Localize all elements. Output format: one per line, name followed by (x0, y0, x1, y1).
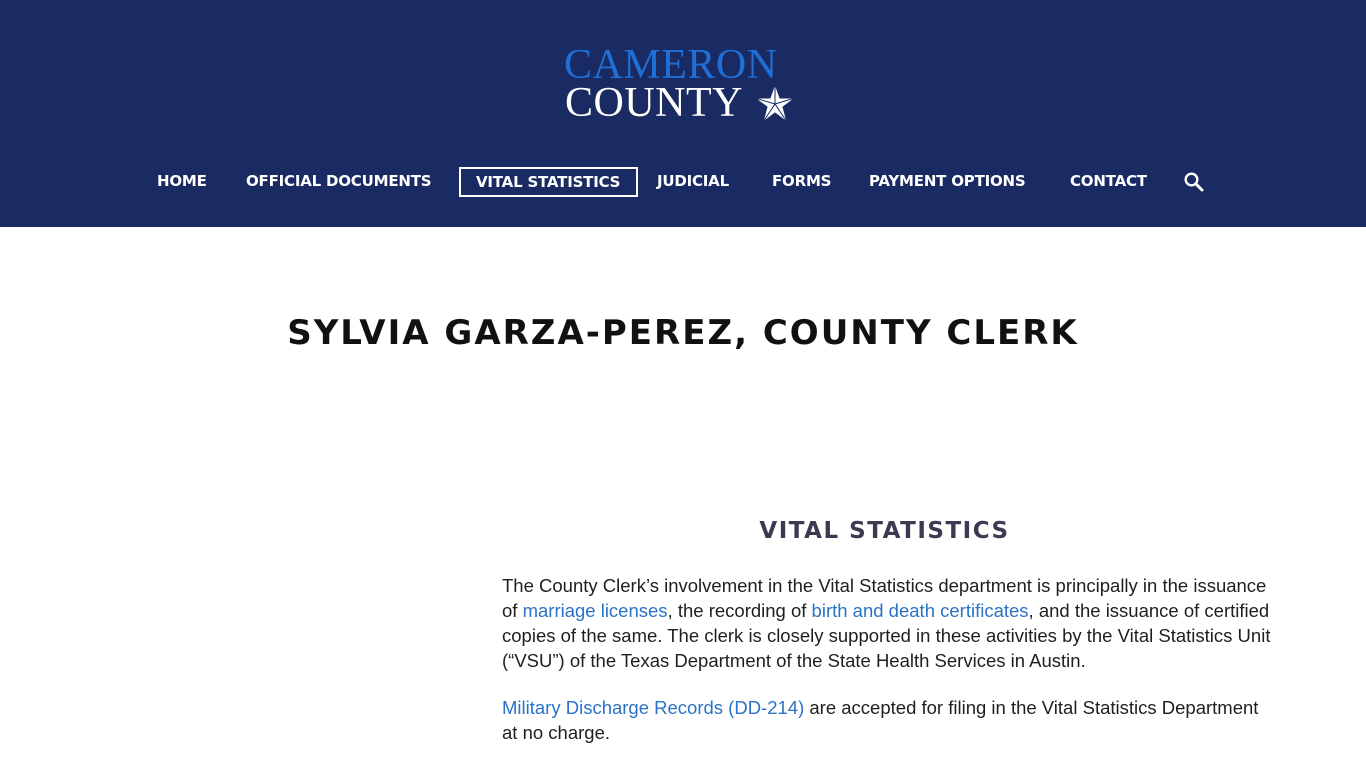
military-discharge-records-link[interactable]: Military Discharge Records (DD-214) (502, 697, 805, 718)
search-icon[interactable] (1183, 171, 1205, 193)
page-title: SYLVIA GARZA-PEREZ, COUNTY CLERK (287, 313, 1079, 353)
para1-text-3: , and the issuance of certified copies of the same. The clerk is closely supported in these activities by the Vital Statistics Unit (“VSU”) of the Texas Department of the State Health Services in Austin. (502, 600, 1271, 671)
nav-item-official-documents[interactable]: OFFICIAL DOCUMENTS (246, 172, 432, 190)
nav-item-payment-options[interactable]: PAYMENT OPTIONS (869, 172, 1026, 190)
marriage-licenses-link[interactable]: marriage licenses (522, 600, 668, 621)
site-header (0, 0, 1366, 227)
nav-item-home[interactable]: HOME (157, 172, 207, 190)
para1-text-1: The County Clerk’s involvement in the Vital Statistics department is principally in the issuance of (502, 575, 1267, 621)
nav-item-contact[interactable]: CONTACT (1070, 172, 1147, 190)
para1-text-2: , the recording of (667, 600, 812, 621)
nav-item-forms[interactable]: FORMS (772, 172, 832, 190)
cameron-county-logo[interactable] (564, 44, 800, 126)
vital-statistics-description (502, 573, 1274, 673)
nav-item-judicial[interactable]: JUDICIAL (657, 172, 729, 190)
birth-death-certificates-link[interactable]: birth and death certificates (811, 600, 1029, 621)
lone-star-icon (754, 82, 796, 124)
para2-text-1: are accepted for filing in the Vital Statistics Department at no charge. (502, 697, 1259, 743)
logo-line-county: COUNTY (565, 80, 743, 126)
main-navigation (0, 167, 1366, 197)
section-heading-vital-statistics: VITAL STATISTICS (759, 518, 1010, 544)
nav-item-vital-statistics[interactable]: VITAL STATISTICS (459, 167, 638, 197)
military-discharge-description (502, 695, 1274, 745)
logo-line-cameron: CAMERON (564, 42, 778, 88)
